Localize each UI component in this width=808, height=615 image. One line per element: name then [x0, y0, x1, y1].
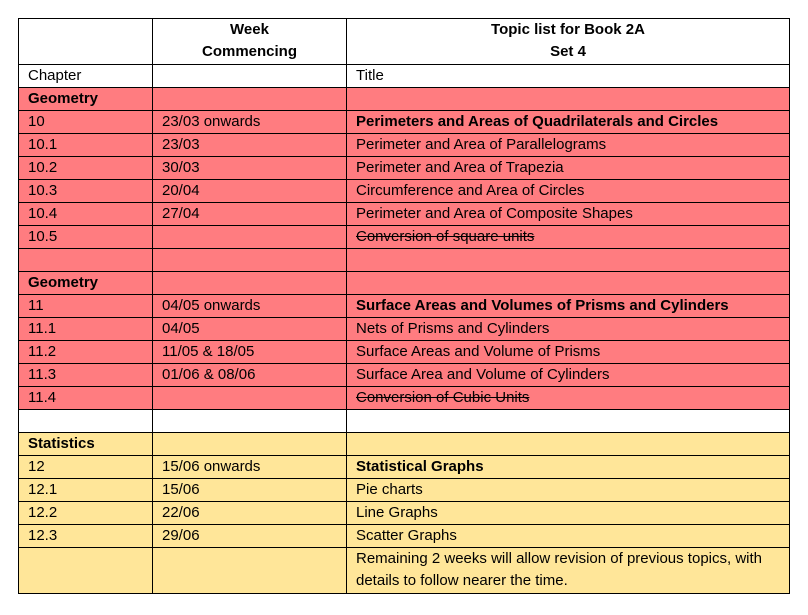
- table-row: [19, 134, 790, 157]
- chapter-cell: 11: [19, 295, 153, 318]
- title-cell: [347, 249, 790, 272]
- chapter-cell: 10.5: [19, 226, 153, 249]
- week-cell: 22/06: [153, 502, 347, 525]
- title-cell: [347, 88, 790, 111]
- table-row: [19, 272, 790, 295]
- week-cell: [153, 249, 347, 272]
- title-cell: Conversion of square units: [347, 226, 790, 249]
- title-cell: Perimeter and Area of Trapezia: [347, 157, 790, 180]
- topic-table-body: [19, 19, 790, 594]
- table-row: [19, 433, 790, 456]
- chapter-cell: 10: [19, 111, 153, 134]
- table-row: [19, 295, 790, 318]
- table-row: [19, 157, 790, 180]
- week-cell: 15/06 onwards: [153, 456, 347, 479]
- week-cell: [153, 410, 347, 433]
- chapter-cell: 12.2: [19, 502, 153, 525]
- header-topic-list: Topic list for Book 2A Set 4: [347, 19, 790, 65]
- table-row: [19, 318, 790, 341]
- title-cell: Surface Area and Volume of Cylinders: [347, 364, 790, 387]
- week-cell: 04/05: [153, 318, 347, 341]
- week-cell: 01/06 & 08/06: [153, 364, 347, 387]
- header-cell-1: [19, 19, 153, 65]
- table-row: [19, 548, 790, 594]
- header-row: [19, 19, 790, 65]
- chapter-cell: Geometry: [19, 272, 153, 295]
- chapter-cell: Geometry: [19, 88, 153, 111]
- title-cell: [347, 410, 790, 433]
- table-row: [19, 226, 790, 249]
- chapter-cell: 12.1: [19, 479, 153, 502]
- chapter-cell: 10.4: [19, 203, 153, 226]
- table-row: [19, 479, 790, 502]
- title-cell: Line Graphs: [347, 502, 790, 525]
- chapter-cell: 10.1: [19, 134, 153, 157]
- table-row: [19, 65, 790, 88]
- chapter-cell: 10.3: [19, 180, 153, 203]
- week-cell: [153, 433, 347, 456]
- chapter-cell: [19, 410, 153, 433]
- table-row: [19, 456, 790, 479]
- table-row: [19, 364, 790, 387]
- week-cell: [153, 226, 347, 249]
- week-cell: 15/06: [153, 479, 347, 502]
- header-week-commencing: Week Commencing: [153, 19, 347, 65]
- chapter-cell: Chapter: [19, 65, 153, 88]
- title-cell: Perimeter and Area of Parallelograms: [347, 134, 790, 157]
- chapter-cell: [19, 548, 153, 594]
- week-cell: 04/05 onwards: [153, 295, 347, 318]
- chapter-cell: 10.2: [19, 157, 153, 180]
- title-cell: Circumference and Area of Circles: [347, 180, 790, 203]
- table-row: [19, 502, 790, 525]
- title-cell: Surface Areas and Volume of Prisms: [347, 341, 790, 364]
- title-cell: Conversion of Cubic Units: [347, 387, 790, 410]
- title-cell: Remaining 2 weeks will allow revision of previous topics, with details to follow nearer the time.: [347, 548, 790, 594]
- title-cell: Nets of Prisms and Cylinders: [347, 318, 790, 341]
- table-row: [19, 341, 790, 364]
- chapter-cell: Statistics: [19, 433, 153, 456]
- title-cell: Pie charts: [347, 479, 790, 502]
- week-cell: [153, 548, 347, 594]
- week-cell: 23/03 onwards: [153, 111, 347, 134]
- week-cell: 29/06: [153, 525, 347, 548]
- table-row: [19, 88, 790, 111]
- chapter-cell: 11.1: [19, 318, 153, 341]
- table-row: [19, 249, 790, 272]
- chapter-cell: 11.2: [19, 341, 153, 364]
- week-cell: 20/04: [153, 180, 347, 203]
- week-cell: 27/04: [153, 203, 347, 226]
- chapter-cell: [19, 249, 153, 272]
- week-cell: 11/05 & 18/05: [153, 341, 347, 364]
- week-cell: [153, 272, 347, 295]
- week-cell: [153, 387, 347, 410]
- chapter-cell: 11.3: [19, 364, 153, 387]
- week-cell: [153, 88, 347, 111]
- title-cell: [347, 272, 790, 295]
- table-row: [19, 180, 790, 203]
- title-cell: [347, 433, 790, 456]
- chapter-cell: 12.3: [19, 525, 153, 548]
- title-cell: Title: [347, 65, 790, 88]
- week-cell: 23/03: [153, 134, 347, 157]
- week-cell: [153, 65, 347, 88]
- title-cell: Perimeters and Areas of Quadrilaterals and Circles: [347, 111, 790, 134]
- title-cell: Scatter Graphs: [347, 525, 790, 548]
- chapter-cell: 11.4: [19, 387, 153, 410]
- title-cell: Statistical Graphs: [347, 456, 790, 479]
- title-cell: Surface Areas and Volumes of Prisms and Cylinders: [347, 295, 790, 318]
- table-row: [19, 525, 790, 548]
- table-row: [19, 111, 790, 134]
- table-row: [19, 410, 790, 433]
- chapter-cell: 12: [19, 456, 153, 479]
- table-row: [19, 387, 790, 410]
- week-cell: 30/03: [153, 157, 347, 180]
- topic-table: [18, 18, 790, 594]
- table-row: [19, 203, 790, 226]
- title-cell: Perimeter and Area of Composite Shapes: [347, 203, 790, 226]
